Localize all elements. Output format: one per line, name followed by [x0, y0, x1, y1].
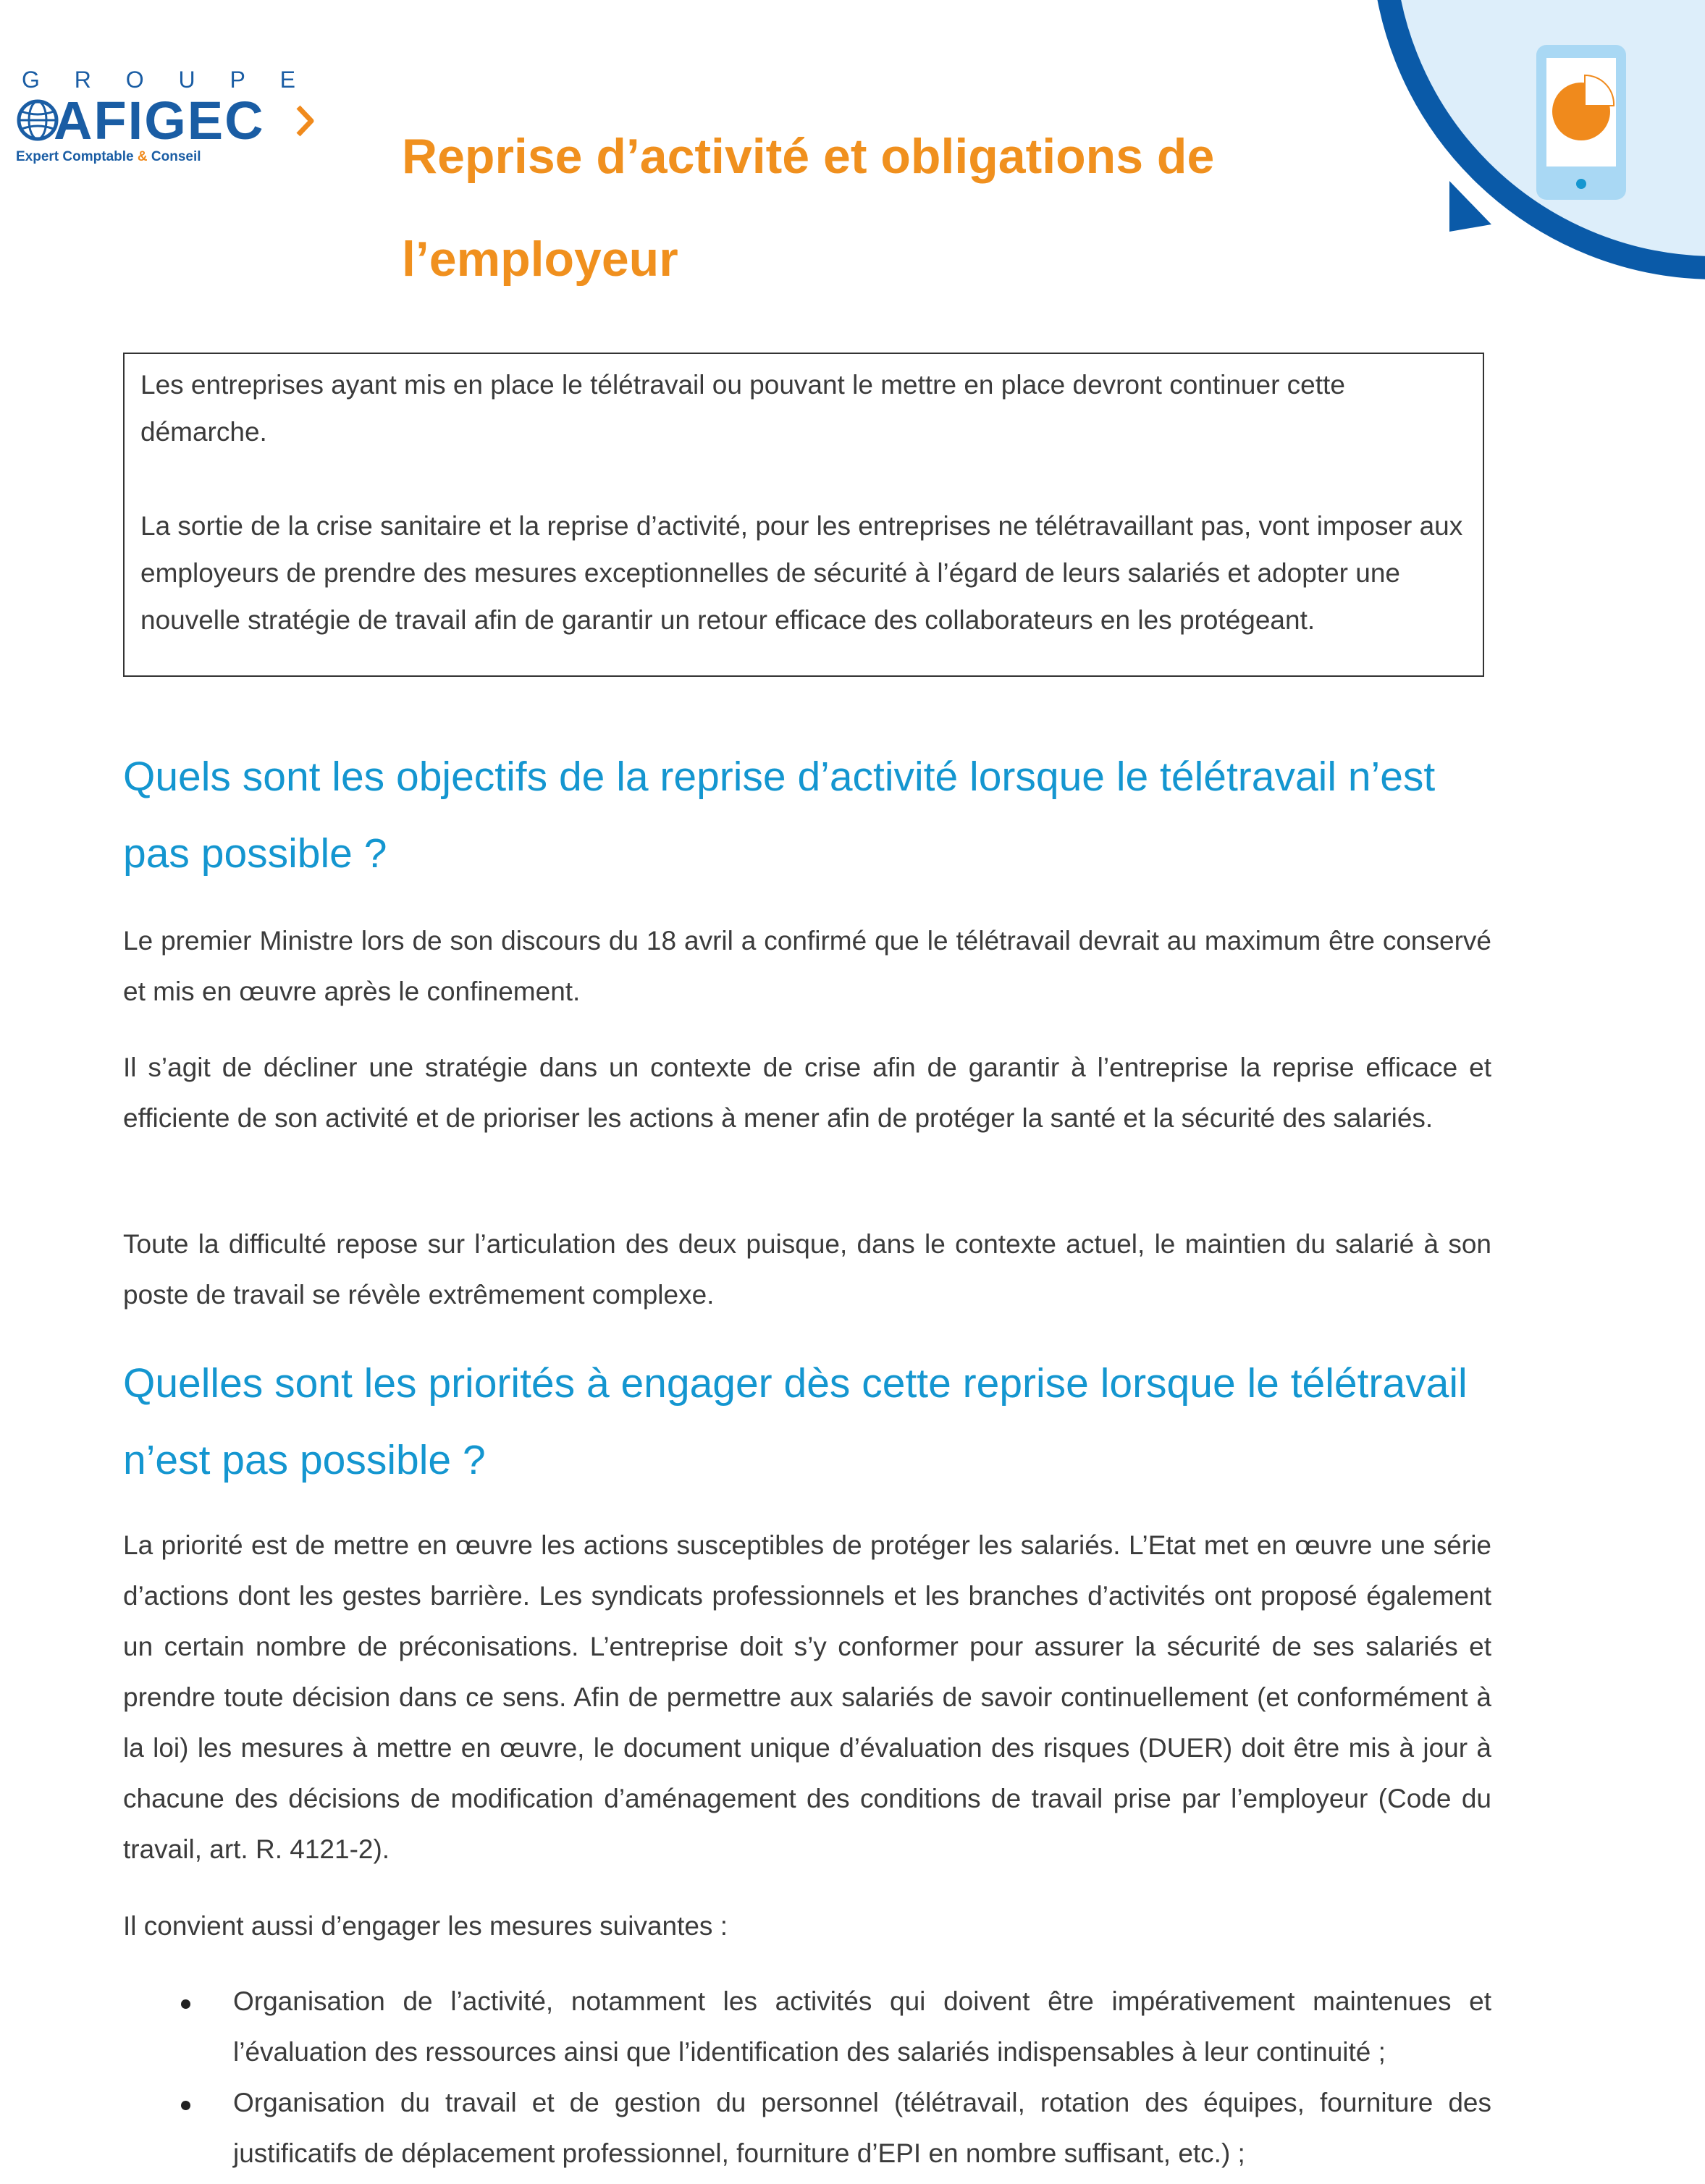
page-title: Reprise d’activité et obligations de l’employeur: [402, 129, 1215, 287]
section-1-heading: Quels sont les objectifs de la reprise d’activité lorsque le télétravail n’est pas possible ?: [123, 754, 1436, 877]
logo-groupe-letters: G R O U P E: [22, 67, 297, 93]
list-item: Organisation de l’activité, notamment les activités qui doivent être impérativement maintenues et l’évaluation des ressources ainsi que l’identification des salariés indispensables à leur continuité ;: [181, 1976, 1491, 2078]
section-1-paragraph-3: Toute la difficulté repose sur l’articulation des deux puisque, dans le contexte actuel, le maintien du salarié à son poste de travail se révèle extrêmement complexe.: [123, 1229, 1491, 1310]
section-2-paragraph-1: La priorité est de mettre en œuvre les actions susceptibles de protéger les salariés. L’Etat met en œuvre une série d’actions dont les gestes barrière. Les syndicats professionnels et les branches d’activités ont proposé également un certain nombre de préconisations. L’entreprise doit s’y conformer pour assurer la sécurité de ses salariés et prendre toute décision dans ce sens. Afin de permettre aux salariés de savoir continuellement (et conformément à la loi) les mesures à mettre en œuvre, le document unique d’évaluation des risques (DUER) doit être mis à jour à chacune des décisions de modification d’aménagement des conditions de travail prise par l’employeur (Code du travail, art. R. 4121-2).: [123, 1530, 1491, 1864]
intro-box: [123, 353, 1484, 677]
globe-icon: [16, 98, 59, 142]
section-1-paragraph-1: Le premier Ministre lors de son discours du 18 avril a confirmé que le télétravail devrait au maximum être conservé et mis en œuvre après le confinement.: [123, 926, 1491, 1006]
bullet-icon: [181, 1999, 190, 2009]
section-2-paragraph-2: Il convient aussi d’engager les mesures suivantes :: [123, 1911, 728, 1941]
measures-list: [181, 1976, 1491, 2179]
logo-wordmark: AFIGEC: [54, 90, 265, 151]
tablet-icon: [1536, 45, 1626, 200]
section-1-paragraph-2: Il s’agit de décliner une stratégie dans un contexte de crise afin de garantir à l’entreprise la reprise efficace et efficiente de son activité et de prioriser les actions à mener afin de protéger la santé et la sécurité des salariés.: [123, 1053, 1491, 1133]
logo-tagline: Expert Comptable & Conseil: [16, 149, 201, 164]
list-item: Organisation du travail et de gestion du personnel (télétravail, rotation des équipes, fourniture des justificatifs de déplacement professionnel, fourniture d’EPI en nombre suffisant, etc.) ;: [181, 2078, 1491, 2179]
intro-paragraph-2: La sortie de la crise sanitaire et la reprise d’activité, pour les entreprises ne télétravaillant pas, vont imposer aux employeurs de prendre des mesures exceptionnelles de sécurité à l’égard de leurs salariés et adopter une nouvelle stratégie de travail afin de garantir un retour efficace des collaborateurs en les protégeant.: [140, 511, 1463, 635]
bullet-icon: [181, 2101, 190, 2110]
company-logo: [13, 67, 317, 168]
section-2-heading: Quelles sont les priorités à engager dès cette reprise lorsque le télétravail n’est pas possible ?: [123, 1360, 1468, 1483]
chevron-right-icon: [295, 104, 314, 138]
intro-paragraph-1: Les entreprises ayant mis en place le télétravail ou pouvant le mettre en place devront continuer cette démarche.: [140, 370, 1345, 447]
